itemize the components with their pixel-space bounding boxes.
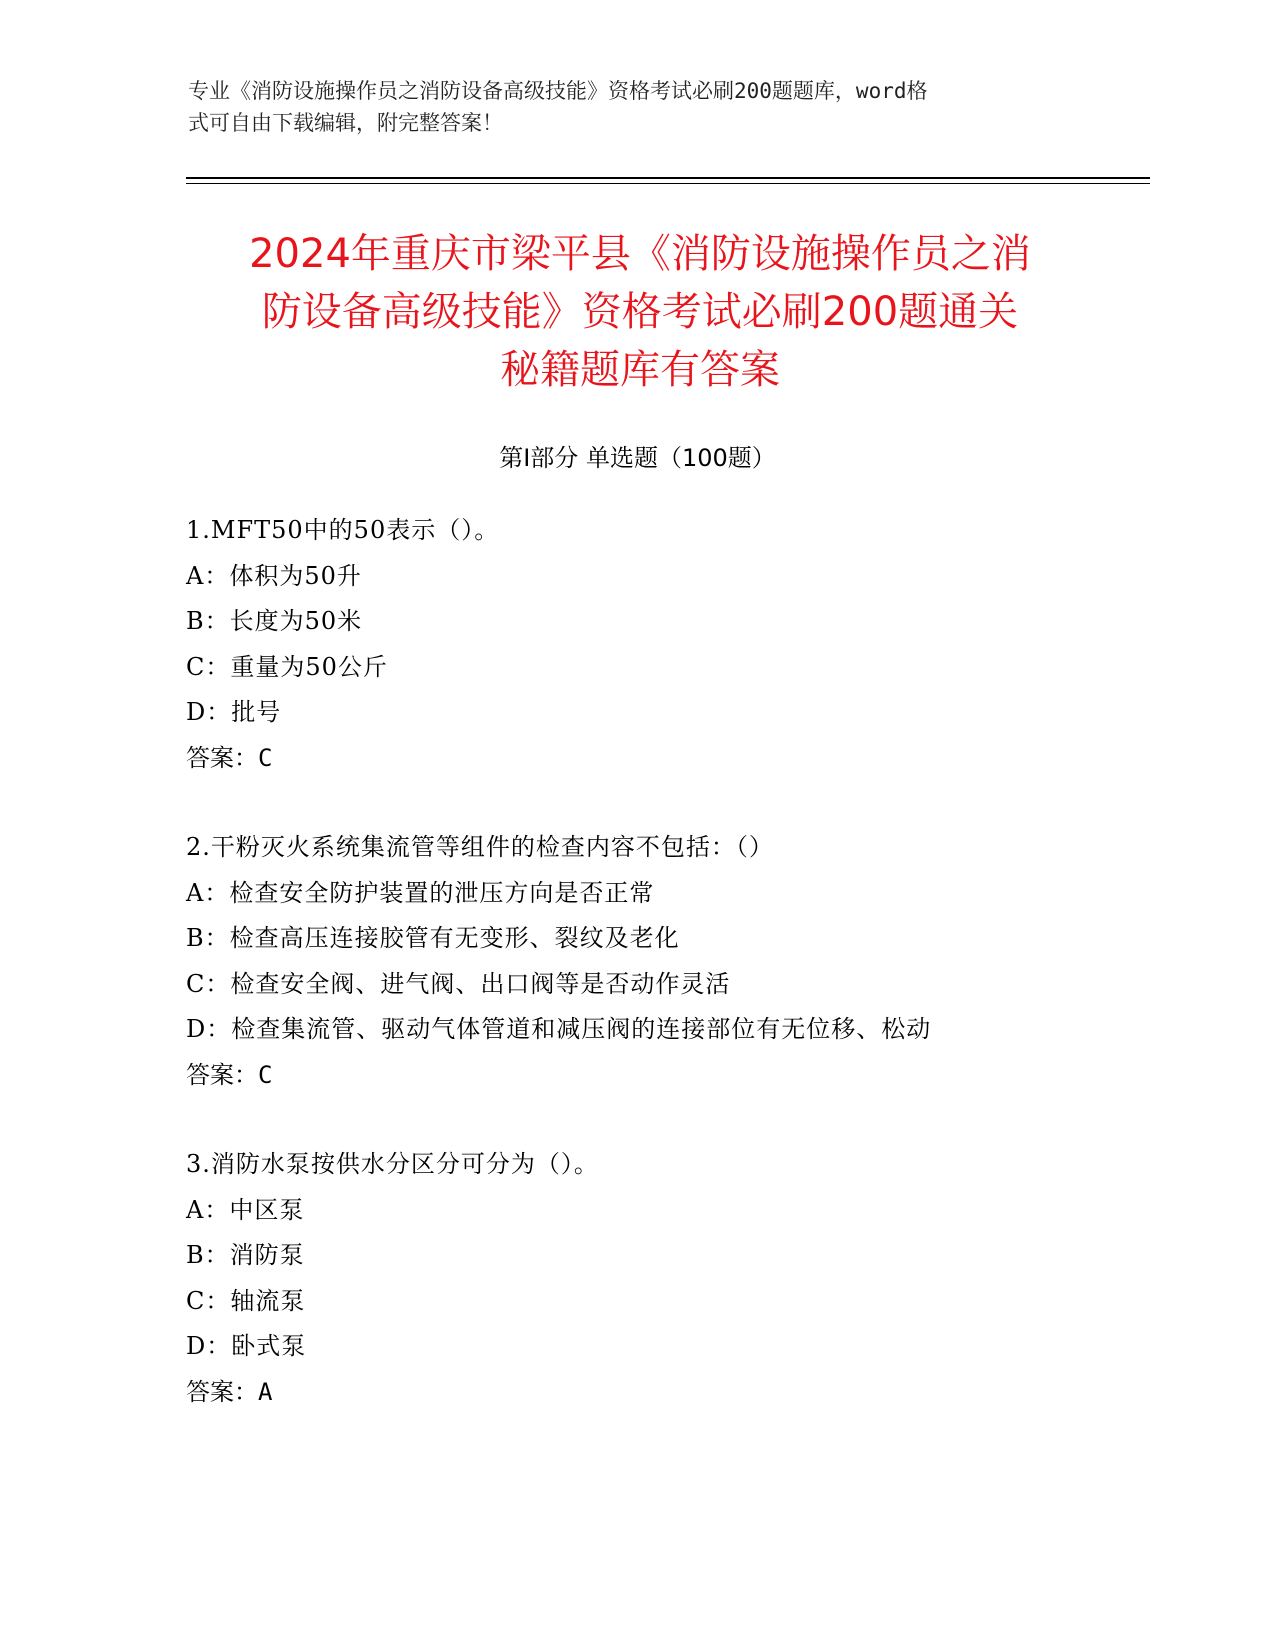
answer-label: 答案： bbox=[186, 1377, 258, 1406]
answer-line bbox=[186, 1053, 1086, 1099]
document-title bbox=[180, 225, 1100, 399]
header-note-line-1: 专业《消防设施操作员之消防设备高级技能》资格考试必刷200题题库，word格 bbox=[188, 79, 928, 103]
option-c: C：检查安全阀、进气阀、出口阀等是否动作灵活 bbox=[186, 969, 731, 998]
answer-label: 答案： bbox=[186, 1060, 258, 1089]
document-title-line-2: 防设备高级技能》资格考试必刷200题通关 bbox=[261, 289, 1019, 335]
header-note-line-2: 式可自由下载编辑，附完整答案！ bbox=[188, 111, 503, 135]
option-c: C：轴流泵 bbox=[186, 1286, 306, 1315]
option-b: B：检查高压连接胶管有无变形、裂纹及老化 bbox=[186, 924, 680, 952]
document-title-line-3: 秘籍题库有答案 bbox=[500, 347, 780, 393]
option-b: B：长度为50米 bbox=[186, 607, 363, 635]
option-d: D：批号 bbox=[186, 698, 282, 726]
question-stem: 2.干粉灭火系统集流管等组件的检查内容不包括：（） bbox=[186, 833, 774, 861]
option-a: A：体积为50升 bbox=[186, 561, 362, 590]
document-title-line-1: 2024年重庆市梁平县《消防设施操作员之消 bbox=[249, 231, 1031, 277]
option-a: A：检查安全防护装置的泄压方向是否正常 bbox=[186, 878, 655, 907]
question-3 bbox=[186, 1142, 1086, 1415]
answer-label: 答案： bbox=[186, 743, 258, 772]
option-d: D：检查集流管、驱动气体管道和减压阀的连接部位有无位移、松动 bbox=[186, 1015, 932, 1043]
option-b: B：消防泵 bbox=[186, 1241, 305, 1269]
header-divider-thin bbox=[186, 183, 1150, 184]
question-1 bbox=[186, 508, 1086, 781]
question-stem: 1.MFT50中的50表示（）。 bbox=[186, 516, 500, 544]
header-note bbox=[188, 75, 1068, 139]
answer-value: C bbox=[258, 743, 273, 772]
answer-value: A bbox=[258, 1377, 273, 1406]
answer-value: C bbox=[258, 1060, 273, 1089]
question-2 bbox=[186, 825, 1086, 1098]
option-c: C：重量为50公斤 bbox=[186, 652, 388, 681]
question-stem: 3.消防水泵按供水分区分可分为（）。 bbox=[186, 1150, 599, 1178]
option-d: D：卧式泵 bbox=[186, 1332, 307, 1360]
option-a: A：中区泵 bbox=[186, 1195, 305, 1224]
answer-line bbox=[186, 1370, 1086, 1416]
section-heading: 第Ⅰ部分 单选题（100题） bbox=[499, 444, 776, 472]
header-divider-thick bbox=[186, 177, 1150, 179]
answer-line bbox=[186, 736, 1086, 782]
